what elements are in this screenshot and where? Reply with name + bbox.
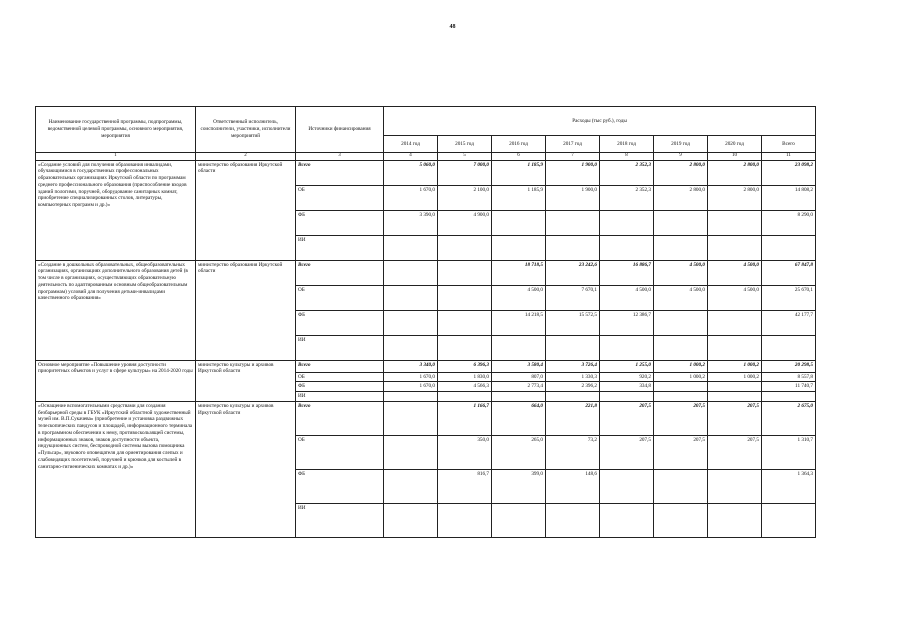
amount-cell: 148,6: [546, 469, 600, 503]
amount-cell: [654, 392, 708, 402]
funding-source: ИИ: [296, 235, 384, 260]
amount-cell: [438, 310, 492, 335]
table-row: [36, 401, 816, 435]
responsible-executor: министерство образования Иркутской области: [196, 260, 296, 360]
amount-cell: [708, 235, 762, 260]
amount-cell: [546, 503, 600, 537]
amount-cell: 816,7: [438, 469, 492, 503]
amount-cell: 73,2: [546, 435, 600, 469]
header-year: 2015 год: [438, 136, 492, 153]
table-row: [36, 260, 816, 285]
amount-cell: 2 773,4: [492, 382, 546, 392]
funding-source: ФБ: [296, 382, 384, 392]
amount-cell: [546, 235, 600, 260]
amount-cell: 4 500,0: [600, 285, 654, 310]
header-year: 2014 год: [384, 136, 438, 153]
amount-cell: 1 830,0: [438, 372, 492, 382]
column-number: 7: [546, 153, 600, 161]
amount-cell: [600, 469, 654, 503]
amount-cell: 1 185,9: [492, 185, 546, 210]
amount-cell: 399,0: [492, 469, 546, 503]
amount-cell: [654, 235, 708, 260]
column-number: 10: [708, 153, 762, 161]
amount-cell: 7 000,0: [438, 160, 492, 185]
amount-cell: 2 352,3: [600, 160, 654, 185]
amount-cell: [384, 310, 438, 335]
amount-cell: [708, 335, 762, 360]
amount-cell: [546, 335, 600, 360]
column-number: 1: [36, 153, 196, 161]
amount-cell: 207,5: [654, 401, 708, 435]
column-number: 9: [654, 153, 708, 161]
amount-cell: [708, 382, 762, 392]
amount-cell: 14 218,5: [492, 310, 546, 335]
table-row: [36, 360, 816, 372]
funding-source: ФБ: [296, 469, 384, 503]
amount-cell: 1 255,0: [600, 360, 654, 372]
amount-cell: 11 740,7: [762, 382, 816, 392]
amount-cell: [762, 235, 816, 260]
measure-name: «Создание условий для получения образования инвалидами, обучающимися в государственных профессиональных образовательных организациях Иркутской области по программам среднего профессионального образования (приспособление входов зданий пологими, поручней, оборудование санитарных комнат, приобретение специализированных столов, литературы, компьютерных программ и др.)»: [36, 160, 196, 260]
funding-source: ОБ: [296, 185, 384, 210]
column-number: 11: [762, 153, 816, 161]
amount-cell: 1 364,3: [762, 469, 816, 503]
amount-cell: 3 390,0: [384, 210, 438, 235]
amount-cell: [708, 392, 762, 402]
amount-cell: 8 290,0: [762, 210, 816, 235]
amount-cell: 42 177,7: [762, 310, 816, 335]
amount-cell: 221,8: [546, 401, 600, 435]
funding-source: ОБ: [296, 372, 384, 382]
amount-cell: 207,5: [600, 435, 654, 469]
column-number: 8: [600, 153, 654, 161]
amount-cell: [708, 310, 762, 335]
column-number: 3: [296, 153, 384, 161]
amount-cell: 1 166,7: [438, 401, 492, 435]
header-year: 2019 год: [654, 136, 708, 153]
amount-cell: [438, 235, 492, 260]
amount-cell: 4 500,0: [492, 285, 546, 310]
amount-cell: [384, 435, 438, 469]
amount-cell: 1 000,2: [654, 372, 708, 382]
header-source: Источники финансирования: [296, 107, 384, 153]
amount-cell: 3 580,4: [492, 360, 546, 372]
header-year: 2017 год: [546, 136, 600, 153]
funding-source: Всего: [296, 401, 384, 435]
amount-cell: [384, 335, 438, 360]
amount-cell: [438, 503, 492, 537]
funding-source: Всего: [296, 260, 384, 285]
amount-cell: 1 330,3: [546, 372, 600, 382]
measure-name: «Оснащение вспомогательными средствами для создания безбарьерной среды в ГБУК «Иркутский областной художественный музей им. В.П.Сукачева» (приобретение и установка раздвижных телескопических пандусов и площадей, информационного терминала в программном обеспечении к нему, противоскользящей системы, информационных знаков, знаков доступности объекта, индукционных систем, беспроводной системы вызова помощника «Пульсар», звукового оповещателя для ориентирования слепых и слабовидящих посетителей, поручней и крючков для костылей в санитарно-гигиенических комнатах и др.)»: [36, 401, 196, 537]
amount-cell: [438, 392, 492, 402]
amount-cell: [708, 469, 762, 503]
table-row: [36, 160, 816, 185]
amount-cell: 2 352,3: [600, 185, 654, 210]
amount-cell: 4 500,0: [708, 260, 762, 285]
amount-cell: 18 718,5: [492, 260, 546, 285]
amount-cell: 2 800,0: [654, 160, 708, 185]
funding-source: ФБ: [296, 210, 384, 235]
amount-cell: 23 242,6: [546, 260, 600, 285]
amount-cell: 1 000,2: [654, 360, 708, 372]
header-responsible: Ответственный исполнитель, соисполнители, участники, исполнители мероприятий: [196, 107, 296, 153]
amount-cell: [384, 235, 438, 260]
column-number: 5: [438, 153, 492, 161]
amount-cell: 2 675,0: [762, 401, 816, 435]
amount-cell: 1 185,9: [492, 160, 546, 185]
amount-cell: [708, 503, 762, 537]
amount-cell: 2 396,2: [546, 382, 600, 392]
amount-cell: [708, 210, 762, 235]
amount-cell: [384, 285, 438, 310]
amount-cell: [384, 469, 438, 503]
amount-cell: 25 670,1: [762, 285, 816, 310]
budget-table: [35, 106, 816, 538]
table-body: [36, 153, 816, 538]
column-number: 6: [492, 153, 546, 161]
amount-cell: [654, 335, 708, 360]
amount-cell: 920,2: [600, 372, 654, 382]
amount-cell: [654, 310, 708, 335]
amount-cell: 3 726,4: [546, 360, 600, 372]
amount-cell: 12 386,7: [600, 310, 654, 335]
column-number: 4: [384, 153, 438, 161]
amount-cell: [438, 260, 492, 285]
amount-cell: [546, 210, 600, 235]
amount-cell: 14 808,2: [762, 185, 816, 210]
amount-cell: 2 800,0: [708, 160, 762, 185]
amount-cell: 207,5: [708, 401, 762, 435]
amount-cell: 350,0: [438, 435, 492, 469]
amount-cell: [384, 260, 438, 285]
amount-cell: [492, 392, 546, 402]
header-name: Наименование государственной программы, подпрограммы, ведомственной целевой программы, основного мероприятия, мероприятия: [36, 107, 196, 153]
amount-cell: 4 500,0: [708, 285, 762, 310]
column-number-row: [36, 153, 816, 161]
amount-cell: [654, 210, 708, 235]
amount-cell: 1 900,0: [546, 185, 600, 210]
amount-cell: 23 098,2: [762, 160, 816, 185]
header-expenses: Расходы (тыс руб.), годы: [384, 107, 816, 136]
amount-cell: [654, 503, 708, 537]
funding-source: ИИ: [296, 503, 384, 537]
amount-cell: 67 847,8: [762, 260, 816, 285]
amount-cell: 8 557,8: [762, 372, 816, 382]
amount-cell: 4 900,0: [438, 210, 492, 235]
header-year: 2018 год: [600, 136, 654, 153]
measure-name: Основное мероприятие «Повышение уровня доступности приоритетных объектов и услуг в сфере культуры» на 2014-2020 годы: [36, 360, 196, 401]
header-year: 2020 год: [708, 136, 762, 153]
amount-cell: [438, 285, 492, 310]
header-total: Всего: [762, 136, 816, 153]
amount-cell: [654, 469, 708, 503]
amount-cell: [384, 392, 438, 402]
amount-cell: 16 886,7: [600, 260, 654, 285]
amount-cell: [600, 503, 654, 537]
amount-cell: 7 670,1: [546, 285, 600, 310]
amount-cell: [762, 335, 816, 360]
amount-cell: 265,0: [492, 435, 546, 469]
amount-cell: 4 500,0: [654, 260, 708, 285]
amount-cell: [600, 335, 654, 360]
column-number: 2: [196, 153, 296, 161]
amount-cell: 1 310,7: [762, 435, 816, 469]
amount-cell: [600, 235, 654, 260]
amount-cell: [600, 210, 654, 235]
amount-cell: 4 566,3: [438, 382, 492, 392]
amount-cell: [654, 382, 708, 392]
amount-cell: [492, 503, 546, 537]
responsible-executor: министерство культуры и архивов Иркутской области: [196, 360, 296, 401]
amount-cell: [438, 335, 492, 360]
amount-cell: 334,8: [600, 382, 654, 392]
amount-cell: 2 800,0: [708, 185, 762, 210]
amount-cell: [600, 392, 654, 402]
amount-cell: [762, 503, 816, 537]
amount-cell: 1 900,0: [546, 160, 600, 185]
amount-cell: [492, 335, 546, 360]
amount-cell: 5 060,0: [384, 160, 438, 185]
amount-cell: 1 000,2: [708, 372, 762, 382]
amount-cell: [492, 235, 546, 260]
amount-cell: [492, 210, 546, 235]
funding-source: ИИ: [296, 335, 384, 360]
responsible-executor: министерство образования Иркутской области: [196, 160, 296, 260]
responsible-executor: министерство культуры и архивов Иркутской области: [196, 401, 296, 537]
funding-source: ФБ: [296, 310, 384, 335]
funding-source: Всего: [296, 160, 384, 185]
amount-cell: 664,0: [492, 401, 546, 435]
amount-cell: 207,5: [654, 435, 708, 469]
amount-cell: [762, 392, 816, 402]
header-year: 2016 год: [492, 136, 546, 153]
funding-source: ИИ: [296, 392, 384, 402]
amount-cell: 1 000,2: [708, 360, 762, 372]
amount-cell: 4 500,0: [654, 285, 708, 310]
amount-cell: 3 340,0: [384, 360, 438, 372]
funding-source: ОБ: [296, 435, 384, 469]
amount-cell: 15 572,5: [546, 310, 600, 335]
amount-cell: 20 298,5: [762, 360, 816, 372]
amount-cell: [546, 392, 600, 402]
amount-cell: 6 396,3: [438, 360, 492, 372]
funding-source: Всего: [296, 360, 384, 372]
measure-name: «Создание в дошкольных образовательных, общеобразовательных организациях, организациях дополнительного образования детей (в том числе в организациях, осуществляющих образовательную деятельность по адаптированным основным общеобразовательным программам) условий для получения детьми-инвалидами качественного образования»: [36, 260, 196, 360]
amount-cell: 207,5: [600, 401, 654, 435]
amount-cell: [384, 401, 438, 435]
amount-cell: 807,0: [492, 372, 546, 382]
amount-cell: 207,5: [708, 435, 762, 469]
amount-cell: 1 670,0: [384, 185, 438, 210]
amount-cell: 2 800,0: [654, 185, 708, 210]
amount-cell: 1 670,0: [384, 372, 438, 382]
amount-cell: [384, 503, 438, 537]
amount-cell: 1 670,0: [384, 382, 438, 392]
page-number: 48: [449, 24, 456, 30]
funding-source: ОБ: [296, 285, 384, 310]
amount-cell: 2 100,0: [438, 185, 492, 210]
